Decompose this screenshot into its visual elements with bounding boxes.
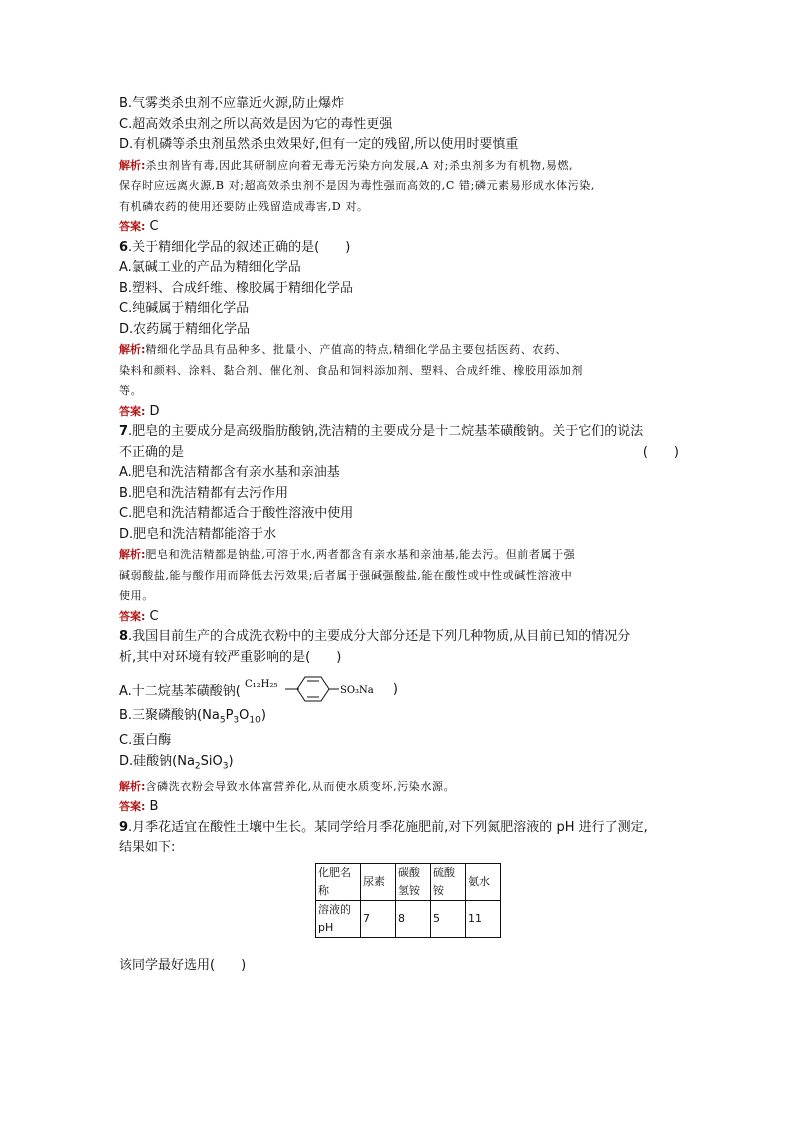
q6-option-d: D.农药属于精细化学品 (119, 321, 251, 337)
table-cell: 化肥名称 (316, 863, 361, 900)
q8-answer-value: B (149, 799, 159, 815)
table-cell: 溶液的pH (316, 900, 361, 937)
q7-answer-bracket: ( ) (642, 444, 679, 460)
q6-answer-label: 答案: (119, 404, 146, 418)
q8-option-d: D.硅酸钠$(Na_2SiO_3)$ (119, 753, 234, 772)
q7-explanation-line: 解析:肥皂和洗洁精都是钠盐,可溶于水,两者都含有亲水基和亲油基,能去污。但前者属于强 (119, 548, 576, 561)
q6-explanation-label: 解析: (119, 343, 146, 356)
q7-stem-line2: 不正确的是 ( ) (119, 443, 679, 464)
q8-stem-line2: 析,其中对环境有较严重影响的是( ) (119, 649, 342, 665)
q5-answer (119, 217, 679, 238)
q6-answer (119, 402, 679, 423)
q7-option-b: B.肥皂和洗洁精都有去污作用 (119, 485, 289, 501)
q7-answer-value: C (149, 608, 159, 624)
q7-stem-line1: 7.肥皂的主要成分是高级脂肪酸钠,洗洁精的主要成分是十二烷基苯磺酸钠。关于它们的说法 (119, 424, 644, 439)
ph-table (315, 863, 501, 938)
table-cell: 5 (431, 900, 466, 937)
q7-option-d: D.肥皂和洗洁精都能溶于水 (119, 526, 277, 542)
table-cell: 11 (466, 900, 501, 937)
q6-answer-value: D (149, 403, 160, 419)
q8-explanation-line: 解析:含磷洗衣粉会导致水体富营养化,从而使水质变坏,污染水源。 (119, 779, 456, 793)
table-row (316, 900, 501, 937)
formula-alkyl-label: C₁₂H₂₅ (244, 679, 278, 690)
question-content (119, 94, 679, 976)
table-cell: 硫酸铵 (431, 863, 466, 900)
q8-number: 8 (119, 629, 129, 644)
q6-explanation-line: 解析:精细化学品具有品种多、批量小、产值高的特点,精细化学品主要包括医药、农药、 (119, 343, 568, 356)
q7-explanation-line: 碱弱酸盐,能与酸作用而降低去污效果;后者属于强碱强酸盐,能在酸性或中性或碱性溶液中 (119, 568, 573, 582)
q9-number: 9 (119, 819, 129, 835)
q8-stem-line1: 8.我国目前生产的合成洗衣粉中的主要成分大部分还是下列几种物质,从目前已知的情况分 (119, 629, 631, 644)
q5-explanation-line: 解析:杀虫剂皆有毒,因此其研制应向着无毒无污染方向发展,A 对;杀虫剂多为有机物,易燃, (119, 158, 574, 172)
q5-option-b: B.气雾类杀虫剂不应靠近火源,防止爆炸 (119, 96, 345, 111)
formula-sulfonate-label: SO₃Na (339, 685, 374, 696)
q6-option-b: B.塑料、合成纤维、橡胶属于精细化学品 (119, 280, 354, 296)
q6-stem: 6.关于精细化学品的叙述正确的是( ) (119, 239, 351, 255)
q5-option-c: C.超高效杀虫剂之所以高效是因为它的毒性更强 (119, 116, 393, 132)
q7-answer (119, 607, 679, 628)
q7-option-c: C.肥皂和洗洁精都适合于酸性溶液中使用 (119, 506, 354, 521)
q8-option-b: B.三聚磷酸钠$(Na_5P_3O_{10})$ (119, 708, 266, 726)
benzene-structure-formula (243, 673, 391, 705)
table-cell: 尿素 (361, 863, 396, 900)
table-cell: 碳酸氢铵 (396, 863, 431, 900)
q6-option-c: C.纯碱属于精细化学品 (119, 301, 250, 316)
q7-explanation-label: 解析: (119, 548, 146, 561)
q9-stem-line2: 结果如下: (119, 840, 176, 856)
table-cell: 氨水 (466, 863, 501, 900)
q5-explanation-line: 有机磷农药的使用还要防止残留造成毒害,D 对。 (119, 199, 369, 213)
q9-stem-line1: 9.月季花适宜在酸性土壤中生长。某同学给月季花施肥前,对下列氮肥溶液的 pH 进行了测定, (119, 819, 648, 835)
q5-answer-value: C (149, 219, 159, 234)
q5-explanation-label: 解析: (119, 158, 146, 172)
table-row (316, 863, 501, 900)
q8-answer-label: 答案: (119, 800, 146, 814)
q7-answer-label: 答案: (119, 609, 146, 623)
q6-number: 6 (119, 239, 129, 255)
q7-number: 7 (119, 424, 129, 439)
q8-answer (119, 797, 679, 818)
q6-explanation-line: 等。 (119, 384, 143, 397)
q6-explanation-line: 染料和颜料、涂料、黏合剂、催化剂、食品和饲料添加剂、塑料、合成纤维、橡胶用添加剂 (119, 363, 583, 377)
q6-option-a: A.氯碱工业的产品为精细化学品 (119, 260, 301, 275)
q7-option-a: A.肥皂和洗洁精都含有亲水基和亲油基 (119, 465, 340, 480)
q5-answer-label: 答案: (119, 220, 146, 233)
q5-explanation-line: 保存时应远离火源,B 对;超高效杀虫剂不是因为毒性强而高效的,C 错;磷元素易形成水体污染, (119, 179, 595, 192)
q8-explanation-label: 解析: (119, 779, 146, 793)
q9-prompt: 该同学最好选用( ) (119, 957, 247, 973)
q7-explanation-line: 使用。 (119, 589, 154, 602)
q8-option-c: C.蛋白酶 (119, 733, 172, 749)
table-cell: 8 (396, 900, 431, 937)
q8-option-a: A.十二烷基苯磺酸钠( C₁₂H₂₅ SO₃Na ) (119, 672, 679, 706)
q5-option-d: D.有机磷等杀虫剂虽然杀虫效果好,但有一定的残留,所以使用时要慎重 (119, 137, 519, 152)
table-cell: 7 (361, 900, 396, 937)
